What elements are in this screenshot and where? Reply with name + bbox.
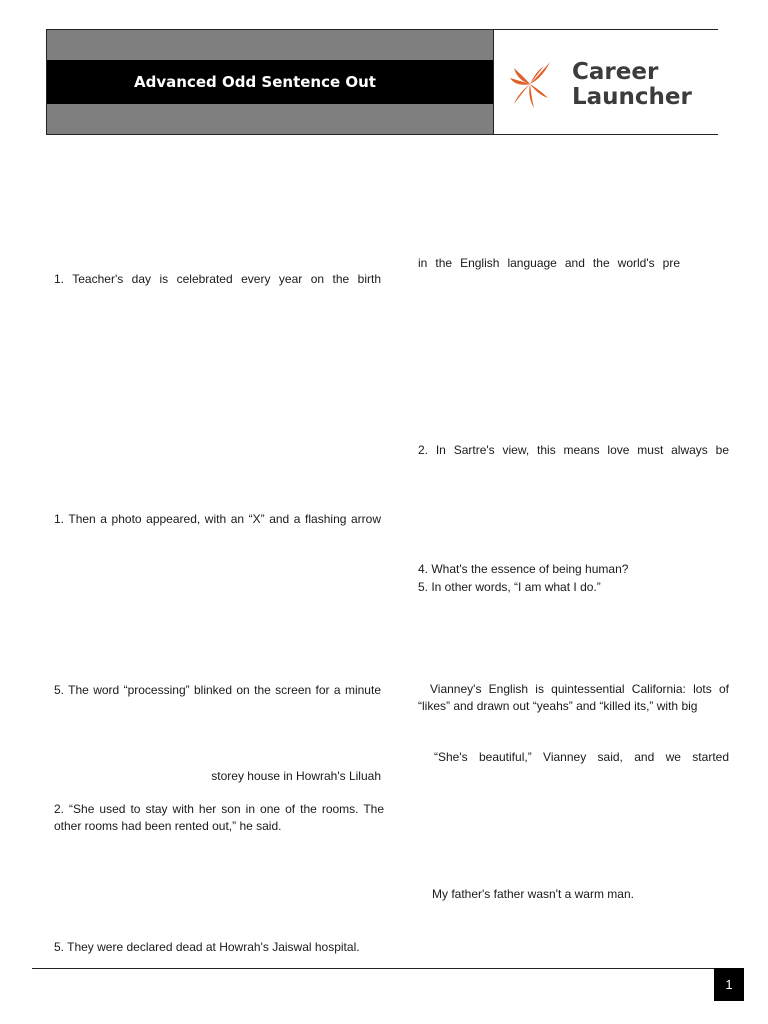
- left-text-1: 1. Teacher's day is celebrated every year on the birth: [54, 272, 381, 286]
- career-launcher-logo: [493, 30, 718, 134]
- logo-word-career: Career: [572, 59, 659, 85]
- title-band: [47, 60, 493, 104]
- left-text-5: 2. “She used to stay with her son in one of the rooms. The other rooms had been rented out,” he said.: [54, 802, 384, 833]
- left-text-6: 5. They were declared dead at Howrah's Jaiswal hospital.: [54, 940, 360, 954]
- header-title-panel: [47, 30, 493, 134]
- right-text-2: 2. In Sartre's view, this means love must always be: [418, 443, 729, 457]
- document-header: [46, 29, 718, 135]
- right-text-1: in the English language and the world's pre: [418, 256, 680, 270]
- right-text-6: “She's beautiful,” Vianney said, and we started: [434, 750, 729, 764]
- page-number: 1: [714, 968, 744, 1001]
- left-text-2: 1. Then a photo appeared, with an “X” and a flashing arrow: [54, 512, 381, 526]
- document-title: Advanced Odd Sentence Out: [134, 73, 376, 91]
- footer-rule: [32, 968, 716, 969]
- logo-word-launcher: Launcher: [572, 84, 692, 110]
- right-text-7: My father's father wasn't a warm man.: [432, 887, 634, 901]
- left-text-3: 5. The word “processing” blinked on the screen for a minute: [54, 683, 381, 697]
- logo-wordmark: [572, 60, 692, 110]
- left-text-4: storey house in Howrah's Liluah: [211, 769, 381, 783]
- logo-swirl-icon: [508, 58, 552, 110]
- right-text-4: 5. In other words, “I am what I do.”: [418, 580, 601, 594]
- right-text-5: Vianney's English is quintessential California: lots of “likes” and drawn out “yeahs” and “killed its,” with big: [418, 682, 729, 713]
- right-text-3: 4. What's the essence of being human?: [418, 562, 629, 576]
